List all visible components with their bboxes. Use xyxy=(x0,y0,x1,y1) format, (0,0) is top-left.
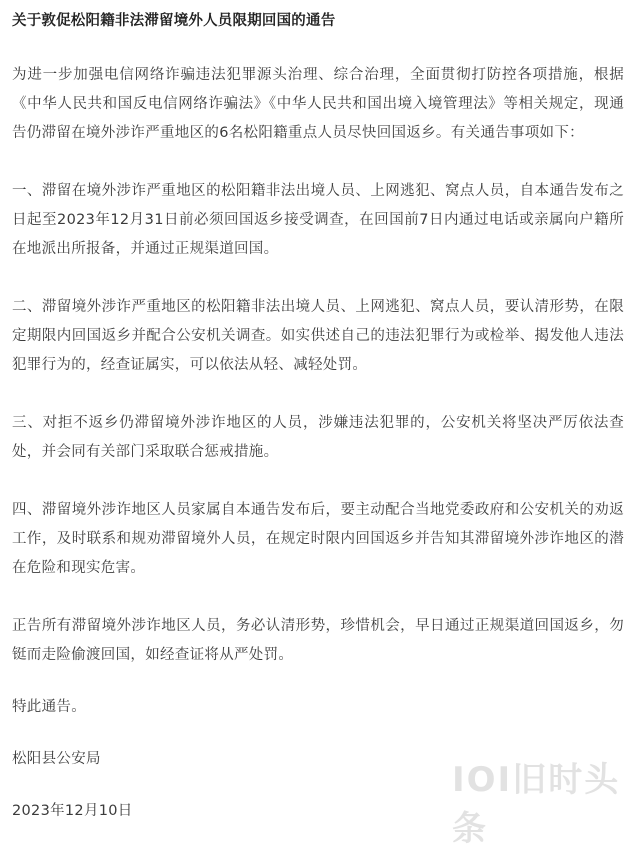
watermark-text: IOI旧时头条 xyxy=(452,760,621,849)
notice-document xyxy=(12,0,624,826)
section-paragraph-3: 三、对拒不返乡仍滞留境外涉诈地区的人员，涉嫌违法犯罪的，公安机关将坚决严厉依法查处，并会同有关部门采取联合惩戒措施。 xyxy=(12,415,624,460)
issue-date: 2023年12月10日 xyxy=(12,803,133,819)
section-paragraph-2: 二、滞留境外涉诈严重地区的松阳籍非法出境人员、上网逃犯、窝点人员，要认清形势，在限定期限内回国返乡并配合公安机关调查。如实供述自己的违法犯罪行为或检举、揭发他人违法犯罪行为的，经查证属实，可以依法从轻、减轻处罚。 xyxy=(12,299,624,373)
section-paragraph-1: 一、滞留在境外涉诈严重地区的松阳籍非法出境人员、上网逃犯、窝点人员，自本通告发布之日起至2023年12月31日前必须回国返乡接受调查，在回国前7日内通过电话或亲属向户籍所在地派出所报备，并通过正规渠道回国。 xyxy=(12,183,624,257)
page-title: 关于敦促松阳籍非法滞留境外人员限期回国的通告 xyxy=(12,13,336,29)
watermark-logo xyxy=(452,760,630,849)
intro-paragraph: 为进一步加强电信网络诈骗违法犯罪源头治理、综合治理，全面贯彻打防控各项措施，根据《中华人民共和国反电信网络诈骗法》《中华人民共和国出境入境管理法》等相关规定，现通告仍滞留在境外涉诈严重地区的6名松阳籍重点人员尽快回国返乡。有关通告事项如下： xyxy=(12,67,624,141)
warning-paragraph: 正告所有滞留境外涉诈地区人员，务必认清形势，珍惜机会，早日通过正规渠道回国返乡，勿铤而走险偷渡回国，如经查证将从严处罚。 xyxy=(12,618,624,663)
section-paragraph-4: 四、滞留境外涉诈地区人员家属自本通告发布后，要主动配合当地党委政府和公安机关的劝返工作，及时联系和规劝滞留境外人员，在规定时限内回国返乡并告知其滞留境外涉诈地区的潜在危险和现实危害。 xyxy=(12,502,624,576)
issuing-organization: 松阳县公安局 xyxy=(12,751,101,767)
closing-line: 特此通告。 xyxy=(12,699,86,715)
